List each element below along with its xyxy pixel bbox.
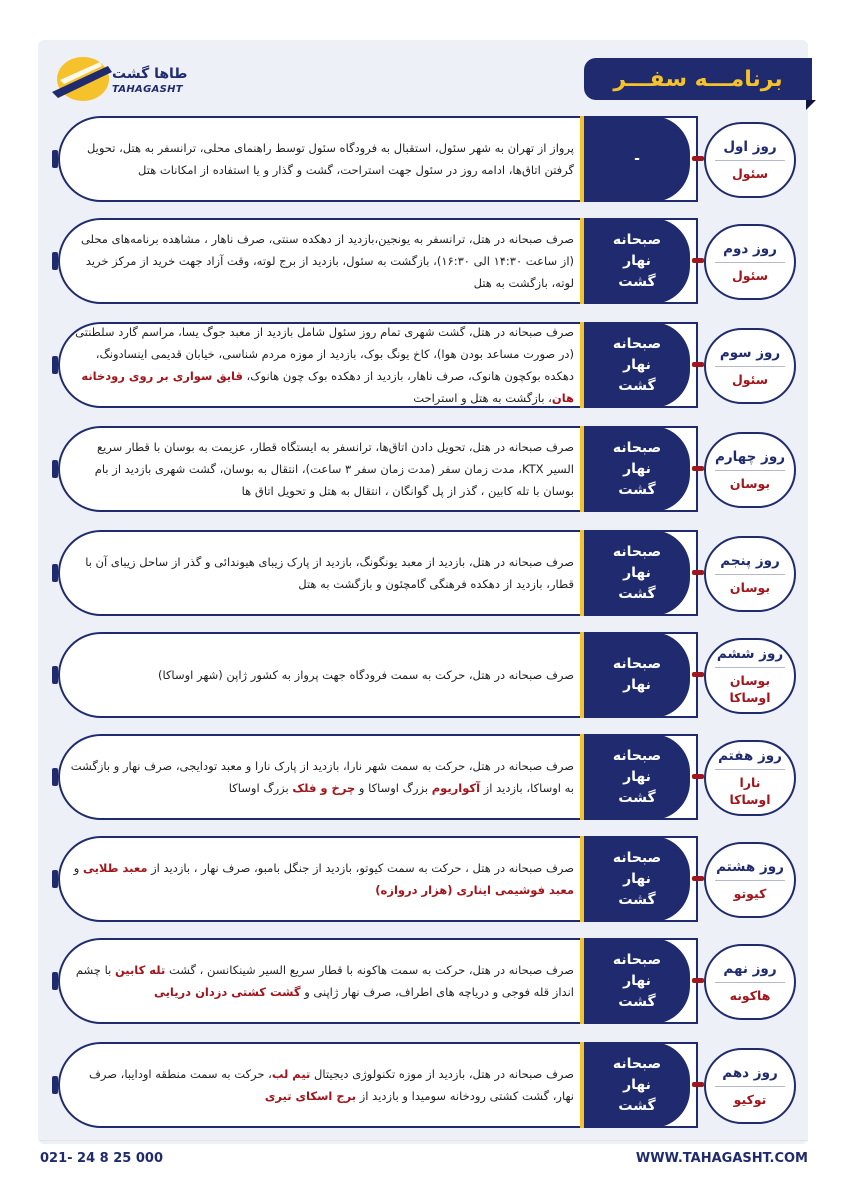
- row-connector: [692, 1082, 704, 1087]
- meal-box: [584, 116, 690, 202]
- highlight-text: تله کابین: [114, 963, 166, 977]
- meal-plan: صبحانه نهار گشت: [612, 747, 662, 806]
- description-text: بزرگ اوساکا: [228, 781, 293, 795]
- day-label: روز نهم: [723, 960, 777, 977]
- description-text: با چشم انداز قله فوجی و دریاچه های اطراف، صرف نهار ژاپنی و: [75, 963, 574, 999]
- day-label: روز دوم: [723, 240, 777, 257]
- day-label: روز هشتم: [716, 858, 784, 875]
- meal-box: [584, 426, 690, 512]
- itinerary-row: [0, 632, 848, 718]
- highlight-text: آکواریوم: [431, 781, 481, 795]
- day-divider: [715, 574, 785, 575]
- description-text: صرف صبحانه در هتل، بازدید از معبد یونگونگ، بازدید از پارک زیبای هیوندائی و گذر از ساحل زیبای آن با قطار، بازدید از دهکده فرهنگی گامچئون و بازگشت به هتل: [85, 555, 574, 591]
- highlight-text: گشت کشتی دزدان دریایی: [153, 985, 301, 999]
- row-connector: [692, 156, 704, 161]
- description-marker: [52, 666, 58, 684]
- description-text: صرف صبحانه در هتل، تحویل دادن اتاق‌ها، ترانسفر به ایستگاه قطار، عزیمت به بوسان با قطار سریع السیر KTX، مدت زمان سفر (مدت زمان سفر ۳ ساعت)، انتقال به بوسان، گشت شهری بازدید از بام بوسان با تله کابین ، گذر از پل گوانگان ، انتقال به هتل و تحویل اتاق ها: [94, 440, 574, 498]
- day-description: [68, 734, 574, 820]
- meal-box: [584, 218, 690, 304]
- day-description: [68, 938, 574, 1024]
- logo-name-fa: طاها گشت: [112, 66, 188, 82]
- itinerary-row: [0, 734, 848, 820]
- itinerary-row: [0, 938, 848, 1024]
- description-marker: [52, 1076, 58, 1094]
- highlight-text: چرخ و فلک: [292, 781, 356, 795]
- meal-plan: -: [634, 150, 640, 167]
- day-label: روز سوم: [719, 344, 781, 361]
- itinerary-row: [0, 322, 848, 408]
- meal-plan: صبحانه نهار گشت: [612, 543, 662, 602]
- day-label: روز دهم: [722, 1064, 778, 1081]
- description-text: ، حرکت به سمت منطقه اودایبا، صرف نهار، گشت کشتی رودخانه سومیدا و بازدید از: [88, 1067, 574, 1103]
- description-text: صرف صبحانه در هتل، حرکت به سمت شهر نارا، بازدید از پارک نارا و معبد تودایجی، صرف نهار و بازگشت به اوساکا، بازدید از: [70, 759, 574, 795]
- description-marker: [52, 972, 58, 990]
- description-marker: [52, 252, 58, 270]
- footer-divider: [40, 1140, 808, 1141]
- day-description: [68, 426, 574, 512]
- row-connector: [692, 258, 704, 263]
- day-divider: [715, 470, 785, 471]
- highlight-text: برج اسکای تیری: [264, 1089, 357, 1103]
- description-marker: [52, 460, 58, 478]
- meal-plan: صبحانه نهار گشت: [612, 849, 662, 908]
- day-city: سئول: [731, 267, 769, 283]
- footer-phone: 021- 24 8 25 000: [40, 1151, 163, 1166]
- day-divider: [715, 880, 785, 881]
- day-city: نارا اوساکا: [729, 775, 771, 807]
- day-divider: [715, 667, 785, 668]
- description-marker: [52, 150, 58, 168]
- day-divider: [715, 160, 785, 161]
- day-box: [704, 740, 796, 816]
- day-city: بوسان: [729, 579, 771, 595]
- day-label: روز اول: [723, 138, 777, 155]
- description-marker: [52, 870, 58, 888]
- highlight-text: معبد طلایی: [82, 861, 148, 875]
- day-divider: [715, 366, 785, 367]
- day-description: [68, 116, 574, 202]
- description-text: صرف صبحانه در هتل ، حرکت به سمت کیوتو، بازدید از جنگل بامبو، صرف نهار ، بازدید از: [147, 861, 574, 875]
- day-box: [704, 944, 796, 1020]
- day-box: [704, 842, 796, 918]
- itinerary-row: [0, 116, 848, 202]
- meal-plan: صبحانه نهار گشت: [612, 439, 662, 498]
- itinerary-row: [0, 218, 848, 304]
- highlight-text: قایق سواری بر روی رودخانه هان: [81, 369, 574, 405]
- day-divider: [715, 1086, 785, 1087]
- day-box: [704, 536, 796, 612]
- meal-box: [584, 1042, 690, 1128]
- day-divider: [715, 769, 785, 770]
- row-connector: [692, 774, 704, 779]
- description-text: بزرگ اوساکا و: [355, 781, 432, 795]
- meal-box: [584, 938, 690, 1024]
- title-banner: [584, 58, 812, 100]
- itinerary-row: [0, 530, 848, 616]
- row-connector: [692, 978, 704, 983]
- day-box: [704, 1048, 796, 1124]
- day-city: بوسان: [729, 475, 771, 491]
- description-text: پرواز از تهران به شهر سئول، استقبال به فرودگاه سئول توسط راهنمای محلی، ترانسفر به هتل، تحویل گرفتن اتاق‌ها، ادامه روز در سئول جهت استراحت، گشت و گذار و یا استفاده از امکانات هتل: [86, 141, 574, 177]
- day-box: [704, 432, 796, 508]
- description-marker: [52, 564, 58, 582]
- meal-box: [584, 632, 690, 718]
- itinerary-row: [0, 836, 848, 922]
- day-city: سئول: [731, 371, 769, 387]
- row-connector: [692, 672, 704, 677]
- description-text: صرف صبحانه در هتل، گشت شهری تمام روز سئول شامل بازدید از معبد جوگ یسا، مراسم گارد سلطنتی (در صورت مساعد بودن هوا)، کاخ یونگ بوک، بازدید از موزه مردم شناسی، خیابان قدیمی اینسادونگ، دهکده بوکچون هانوک، صرف ناهار، بازدید از دهکده بوک چون هانوک،: [75, 325, 574, 383]
- description-text: ، بازگشت به هتل و استراحت: [413, 391, 552, 405]
- day-divider: [715, 262, 785, 263]
- row-connector: [692, 570, 704, 575]
- day-box: [704, 638, 796, 714]
- day-description: [68, 836, 574, 922]
- page-title: برنامـــه سفـــر: [613, 66, 783, 92]
- day-label: روز هفتم: [718, 748, 782, 764]
- row-connector: [692, 876, 704, 881]
- itinerary-row: [0, 426, 848, 512]
- meal-plan: صبحانه نهار گشت: [612, 335, 662, 394]
- day-city: توکیو: [733, 1091, 767, 1107]
- day-label: روز چهارم: [714, 448, 785, 465]
- itinerary-row: [0, 1042, 848, 1128]
- day-city: هاکونه: [729, 987, 771, 1003]
- day-box: [704, 328, 796, 404]
- day-description: [68, 218, 574, 304]
- description-text: و: [73, 861, 83, 875]
- day-city: کیوتو: [733, 885, 767, 901]
- meal-plan: صبحانه نهار گشت: [612, 231, 662, 290]
- day-label: روز پنجم: [720, 552, 780, 569]
- logo-name-en: TAHAGASHT: [112, 84, 183, 95]
- highlight-text: معبد فوشیمی ایناری (هزار دروازه): [375, 883, 574, 897]
- day-divider: [715, 982, 785, 983]
- description-text: صرف صبحانه در هتل، حرکت به سمت فرودگاه جهت پرواز به کشور ژاپن (شهر اوساکا): [157, 668, 574, 682]
- meal-plan: صبحانه نهار: [612, 656, 662, 693]
- day-description: [68, 632, 574, 718]
- row-connector: [692, 362, 704, 367]
- footer-website: WWW.TAHAGASHT.COM: [635, 1151, 808, 1166]
- meal-plan: صبحانه نهار گشت: [612, 1055, 662, 1114]
- meal-box: [584, 734, 690, 820]
- meal-box: [584, 836, 690, 922]
- title-banner-fold: [806, 100, 816, 110]
- description-text: صرف صبحانه در هتل، حرکت به سمت هاکونه با قطار سریع السیر شینکانسن ، گشت: [165, 963, 574, 977]
- day-city: سئول: [731, 165, 769, 181]
- description-marker: [52, 768, 58, 786]
- description-marker: [52, 356, 58, 374]
- meal-plan: صبحانه نهار گشت: [612, 951, 662, 1010]
- day-box: [704, 122, 796, 198]
- day-description: [68, 322, 574, 408]
- row-connector: [692, 466, 704, 471]
- day-label: روز ششم: [716, 646, 784, 662]
- day-description: [68, 530, 574, 616]
- day-box: [704, 224, 796, 300]
- day-city: بوسان اوساکا: [729, 673, 771, 705]
- description-text: صرف صبحانه در هتل، بازدید از موزه تکنولوژی دیجیتال: [310, 1067, 574, 1081]
- day-description: [68, 1042, 574, 1128]
- meal-box: [584, 322, 690, 408]
- highlight-text: تیم لب: [271, 1067, 311, 1081]
- description-text: صرف صبحانه در هتل، ترانسفر به یونجین،بازدید از دهکده سنتی، صرف ناهار ، مشاهده برنامه‌های محلی (از ساعت ۱۴:۳۰ الی ۱۶:۳۰)، بازگشت به سئول، بازدید از برج لوته، وقت آزاد جهت خرید از مرکز خرید لوته، بازگشت به هتل: [80, 232, 574, 290]
- meal-box: [584, 530, 690, 616]
